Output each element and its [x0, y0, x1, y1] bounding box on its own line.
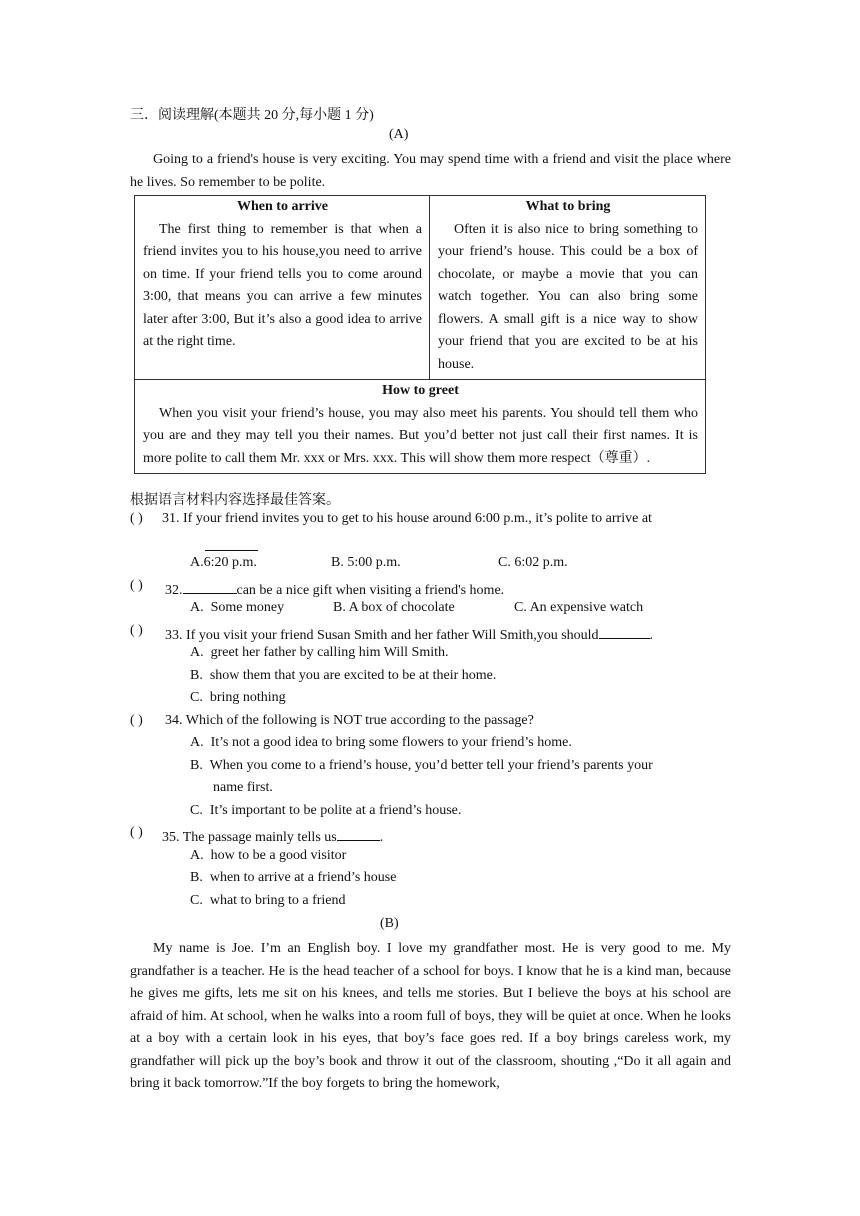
bring-heading: What to bring: [525, 199, 611, 214]
option-34-b-cont[interactable]: name first.: [213, 780, 273, 795]
option-34-b[interactable]: B. When you come to a friend’s house, you’d better tell your friend’s parents your: [190, 758, 653, 773]
answer-paren-35[interactable]: ( ): [130, 825, 143, 840]
bring-text: Often it is also nice to bring something to your friend’s house. This could be a box of chocolate, or maybe a movie that you can watch together. You can also bring some flowers. A small gift is a nice way to show your friend that you are excited to be at his house.: [438, 221, 698, 372]
passage-b-label: (B): [380, 916, 399, 931]
arrive-heading: When to arrive: [237, 199, 328, 214]
arrive-text: The first thing to remember is that when a friend invites you to his house,you need to arrive on time. If your friend tells you to come around 3:00, that means you can arrive a few minutes later after 3:00, But it’s also a good idea to arrive at the right time.: [143, 221, 422, 349]
question-35: 35. The passage mainly tells us .: [162, 825, 383, 846]
option-33-a[interactable]: A. greet her father by calling him Will Smith.: [190, 645, 449, 660]
option-35-b[interactable]: B. when to arrive at a friend’s house: [190, 870, 397, 885]
option-34-a[interactable]: A. It’s not a good idea to bring some flowers to your friend’s home.: [190, 735, 572, 750]
arrive-cell: [135, 196, 430, 380]
option-33-b[interactable]: B. show them that you are excited to be at their home.: [190, 668, 497, 683]
question-31: 31. If your friend invites you to get to his house around 6:00 p.m., it’s polite to arrive at: [162, 511, 652, 526]
question-35-text: 35. The passage mainly tells us: [162, 830, 337, 845]
blank-35[interactable]: [337, 825, 380, 841]
question-32-text: can be a nice gift when visiting a friend's home.: [236, 583, 505, 598]
blank-32[interactable]: [183, 578, 237, 594]
passage-b-text: My name is Joe. I’m an English boy. I love my grandfather most. He is very good to me. My grandfather is a teacher. He is the head teacher of a school for boys. I know that he is a kind man, because he gives me gifts, lets me sit on his knees, and tells me stories. But I believe the boys at his school are afraid of him. At school, when he walks into a room full of boys, they will be quiet at once. When he looks at a boy with a certain look in his eyes, that boy’s face goes red. If a boy brings careless work, my grandfather will pick up the boy’s book and throw it out of the classroom, shouting ,“Do it all again and bring it back tomorrow.”If the boy forgets to bring the homework,: [130, 941, 731, 1091]
option-31-c[interactable]: C. 6:02 p.m.: [498, 555, 568, 570]
option-35-c[interactable]: C. what to bring to a friend: [190, 893, 346, 908]
answer-paren-33[interactable]: ( ): [130, 623, 143, 638]
question-32: [165, 578, 504, 599]
blank-33[interactable]: [599, 623, 650, 639]
option-35-a[interactable]: A. how to be a good visitor: [190, 848, 347, 863]
bring-cell: [430, 196, 706, 380]
answer-paren-34[interactable]: ( ): [130, 713, 143, 728]
blank-31[interactable]: [205, 550, 258, 551]
greet-text: When you visit your friend’s house, you may also meet his parents. You should tell them who you are and they may tell you their names. But you’d better not just call their first names. It is more polite to call them Mr. xxx or Mrs. xxx. This will show them more respect（尊重）.: [143, 405, 698, 466]
reading-table: [134, 195, 706, 474]
option-34-c[interactable]: C. It’s important to be polite at a friend’s house.: [190, 803, 462, 818]
option-31-a[interactable]: A.6:20 p.m.: [190, 555, 257, 570]
instruction: 根据语言材料内容选择最佳答案。: [130, 493, 340, 508]
question-34: 34. Which of the following is NOT true according to the passage?: [165, 713, 534, 728]
answer-paren-31[interactable]: ( ): [130, 511, 143, 526]
question-33: 33. If you visit your friend Susan Smith and her father Will Smith,you should .: [165, 623, 653, 644]
option-33-c[interactable]: C. bring nothing: [190, 690, 286, 705]
answer-paren-32[interactable]: ( ): [130, 578, 143, 593]
passage-a-intro: Going to a friend's house is very exciting. You may spend time with a friend and visit the place where he lives. So remember to be polite.: [130, 152, 731, 190]
option-32-a[interactable]: A. Some money: [190, 600, 285, 615]
greet-cell: [135, 380, 706, 474]
option-32-c[interactable]: C. An expensive watch: [514, 600, 644, 615]
question-32-number: 32.: [165, 583, 183, 598]
option-31-b[interactable]: B. 5:00 p.m.: [331, 555, 401, 570]
question-33-text: 33. If you visit your friend Susan Smith and her father Will Smith,you should: [165, 628, 599, 643]
greet-heading: How to greet: [382, 383, 459, 398]
option-32-b[interactable]: B. A box of chocolate: [333, 600, 455, 615]
passage-a-label: (A): [389, 127, 409, 142]
section-title: 三．阅读理解(本题共 20 分,每小题 1 分): [130, 108, 374, 123]
